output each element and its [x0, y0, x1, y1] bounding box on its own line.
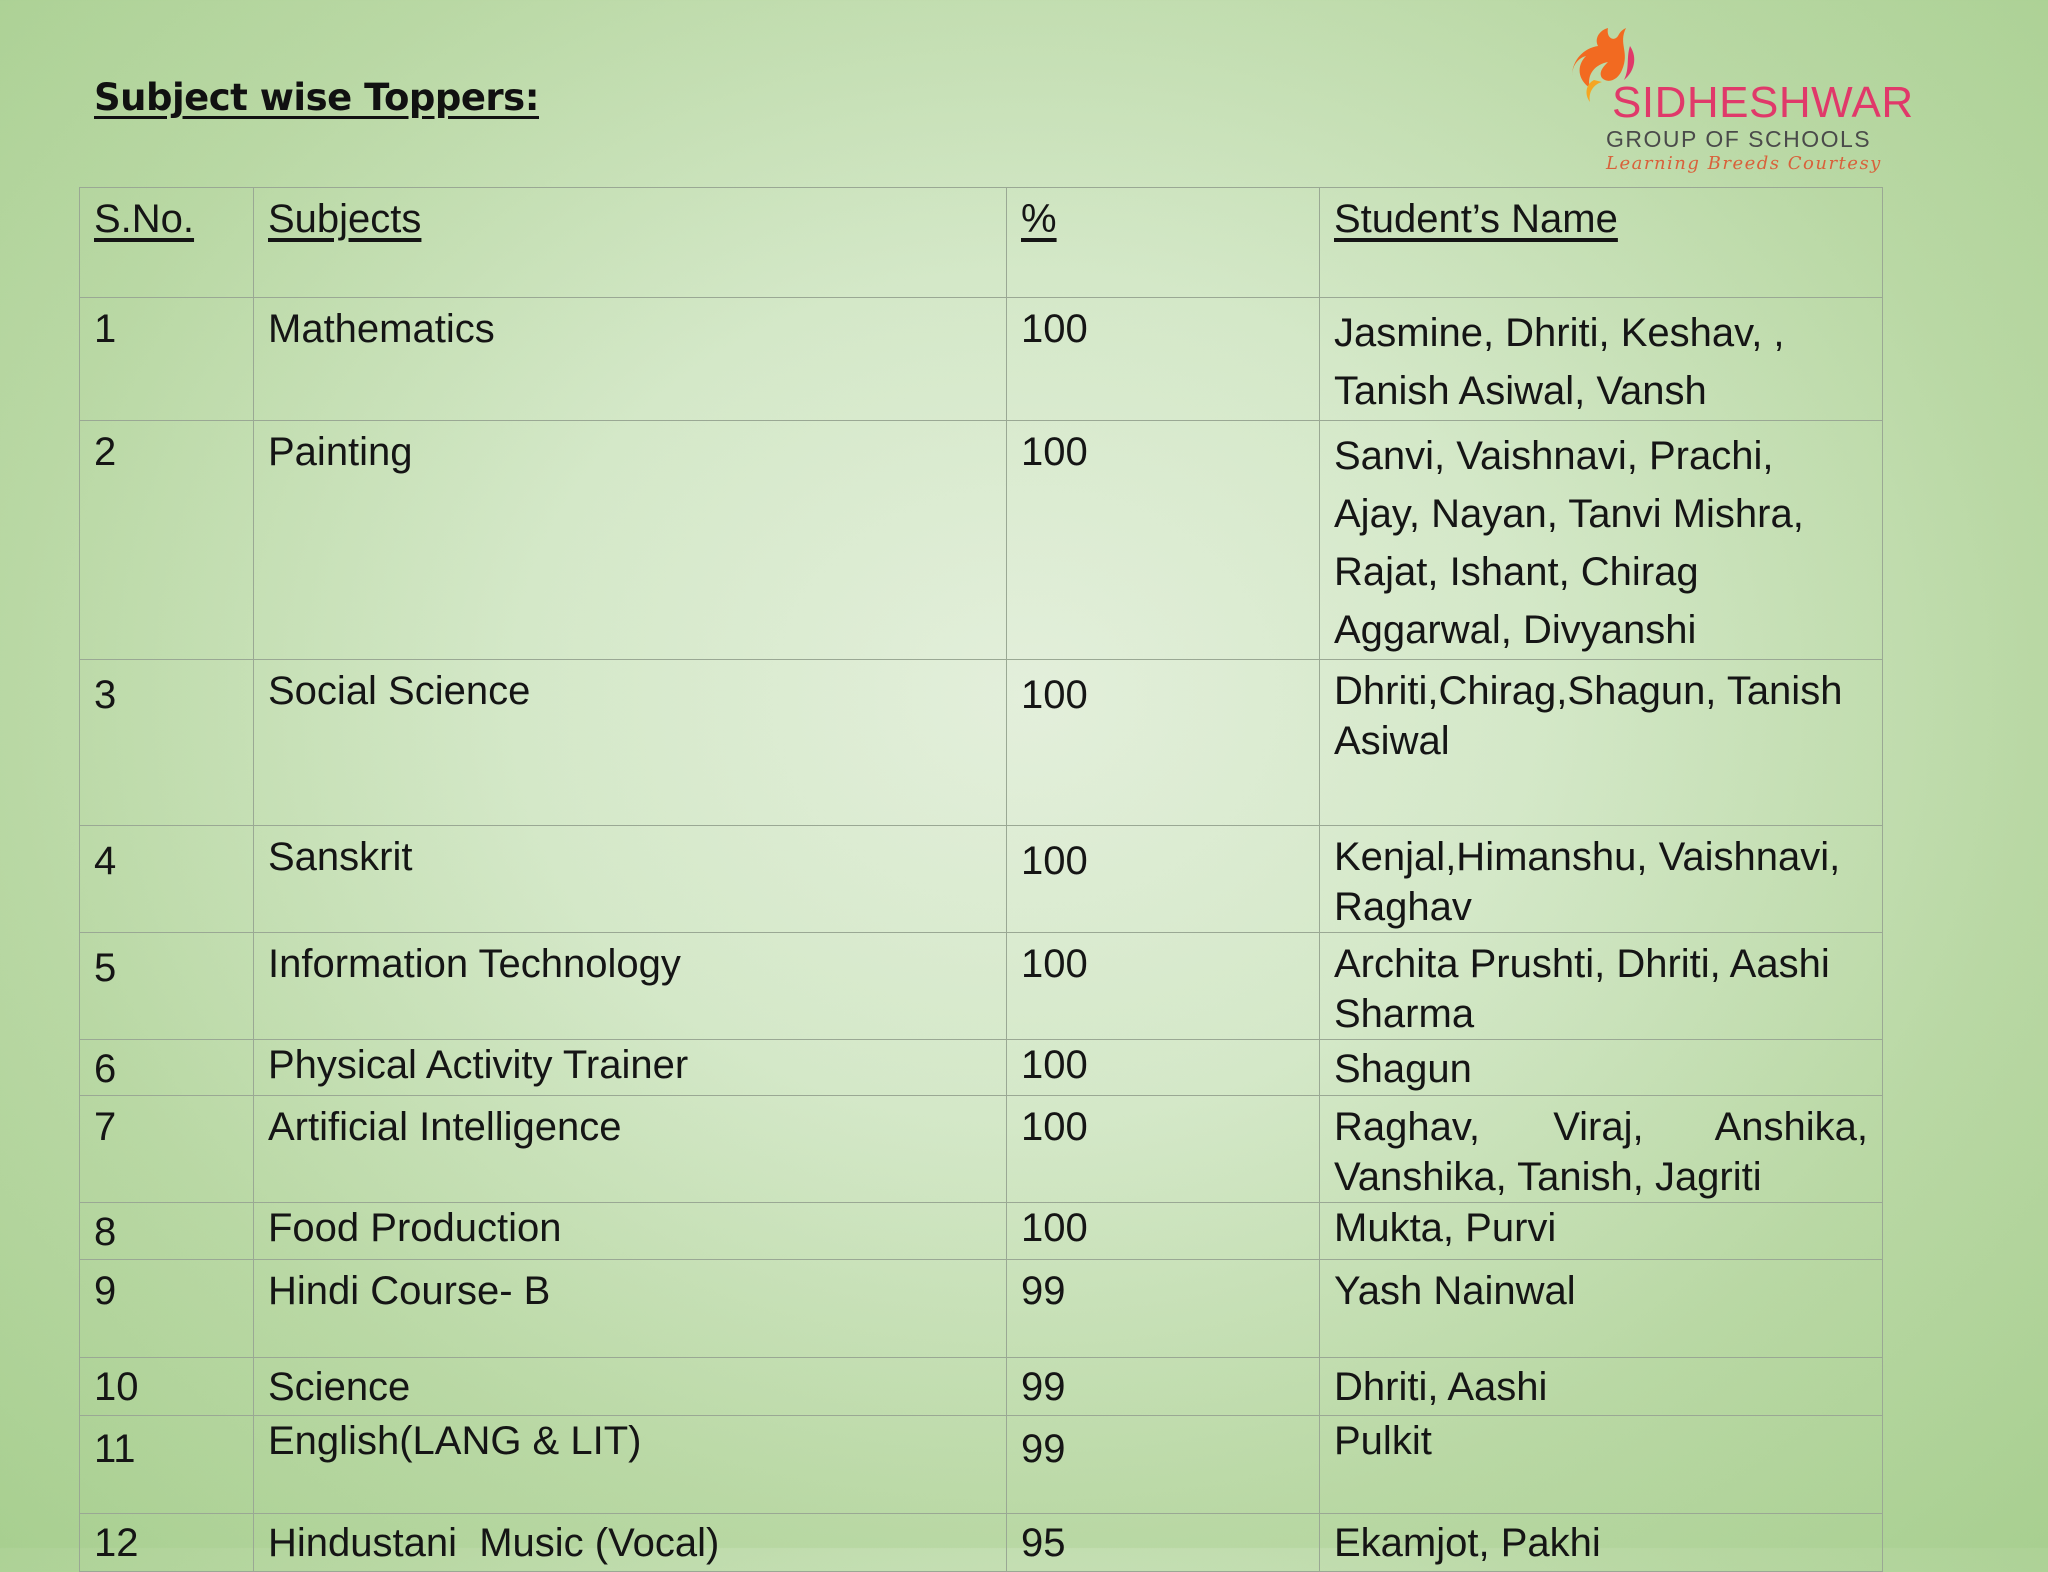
cell-percent: 100 — [1007, 826, 1320, 933]
cell-subject: Artificial Intelligence — [254, 1096, 1007, 1203]
cell-subject: Physical Activity Trainer — [254, 1040, 1007, 1096]
cell-percent: 99 — [1007, 1416, 1320, 1514]
cell-sno: 1 — [80, 298, 254, 421]
header-names: Student’s Name — [1320, 188, 1883, 298]
cell-subject: Sanskrit — [254, 826, 1007, 933]
logo-tagline: Learning Breeds Courtesy — [1606, 153, 1882, 174]
toppers-table — [79, 187, 1883, 1572]
cell-sno: 9 — [80, 1260, 254, 1358]
table-row — [80, 1416, 1883, 1514]
cell-subject: Mathematics — [254, 298, 1007, 421]
table-row — [80, 826, 1883, 933]
cell-percent: 100 — [1007, 421, 1320, 660]
table-header-row — [80, 188, 1883, 298]
cell-percent: 100 — [1007, 933, 1320, 1040]
cell-percent: 99 — [1007, 1358, 1320, 1416]
cell-names: Dhriti, Aashi — [1320, 1358, 1883, 1416]
cell-subject: Painting — [254, 421, 1007, 660]
page-title: Subject wise Toppers: — [94, 76, 539, 119]
cell-subject: Social Science — [254, 660, 1007, 826]
header-percent: % — [1007, 188, 1320, 298]
cell-names: Sanvi, Vaishnavi, Prachi, Ajay, Nayan, Tanvi Mishra, Rajat, Ishant, Chirag Aggarwal, Divyanshi — [1320, 421, 1883, 660]
table-row — [80, 1203, 1883, 1260]
table-row — [80, 660, 1883, 826]
cell-sno: 2 — [80, 421, 254, 660]
cell-percent: 100 — [1007, 1203, 1320, 1260]
table-row — [80, 1096, 1883, 1203]
cell-percent: 95 — [1007, 1514, 1320, 1572]
cell-subject: Hindustani Music (Vocal) — [254, 1514, 1007, 1572]
table-row — [80, 1514, 1883, 1572]
cell-sno: 4 — [80, 826, 254, 933]
table-row — [80, 1260, 1883, 1358]
cell-subject: Information Technology — [254, 933, 1007, 1040]
cell-names: Dhriti,Chirag,Shagun, Tanish Asiwal — [1320, 660, 1883, 826]
cell-percent: 100 — [1007, 1040, 1320, 1096]
cell-sno: 11 — [80, 1416, 254, 1514]
cell-names: Kenjal,Himanshu, Vaishnavi, Raghav — [1320, 826, 1883, 933]
cell-names: Shagun — [1320, 1040, 1883, 1096]
cell-sno: 7 — [80, 1096, 254, 1203]
logo-group-text: GROUP OF SCHOOLS — [1606, 126, 1872, 152]
cell-percent: 100 — [1007, 298, 1320, 421]
cell-percent: 99 — [1007, 1260, 1320, 1358]
cell-sno: 6 — [80, 1040, 254, 1096]
cell-sno: 10 — [80, 1358, 254, 1416]
logo-brand-text: SIDHESHWAR — [1612, 78, 1914, 127]
cell-subject: Food Production — [254, 1203, 1007, 1260]
cell-sno: 5 — [80, 933, 254, 1040]
cell-names: Mukta, Purvi — [1320, 1203, 1883, 1260]
cell-percent: 100 — [1007, 1096, 1320, 1203]
cell-subject: Science — [254, 1358, 1007, 1416]
table-row — [80, 933, 1883, 1040]
table-row — [80, 1040, 1883, 1096]
cell-subject: Hindi Course- B — [254, 1260, 1007, 1358]
header-subject: Subjects — [254, 188, 1007, 298]
cell-names: Ekamjot, Pakhi — [1320, 1514, 1883, 1572]
cell-names: Pulkit — [1320, 1416, 1883, 1514]
cell-sno: 3 — [80, 660, 254, 826]
cell-percent: 100 — [1007, 660, 1320, 826]
cell-subject: English(LANG & LIT) — [254, 1416, 1007, 1514]
table-row — [80, 421, 1883, 660]
cell-names: Raghav, Viraj, Anshika, Vanshika, Tanish, Jagriti — [1320, 1096, 1883, 1203]
table-row — [80, 298, 1883, 421]
cell-names: Jasmine, Dhriti, Keshav, , Tanish Asiwal, Vansh — [1320, 298, 1883, 421]
school-logo — [1560, 26, 1932, 176]
cell-names: Archita Prushti, Dhriti, Aashi Sharma — [1320, 933, 1883, 1040]
cell-names: Yash Nainwal — [1320, 1260, 1883, 1358]
header-sno: S.No. — [80, 188, 254, 298]
cell-sno: 12 — [80, 1514, 254, 1572]
table-row — [80, 1358, 1883, 1416]
cell-sno: 8 — [80, 1203, 254, 1260]
